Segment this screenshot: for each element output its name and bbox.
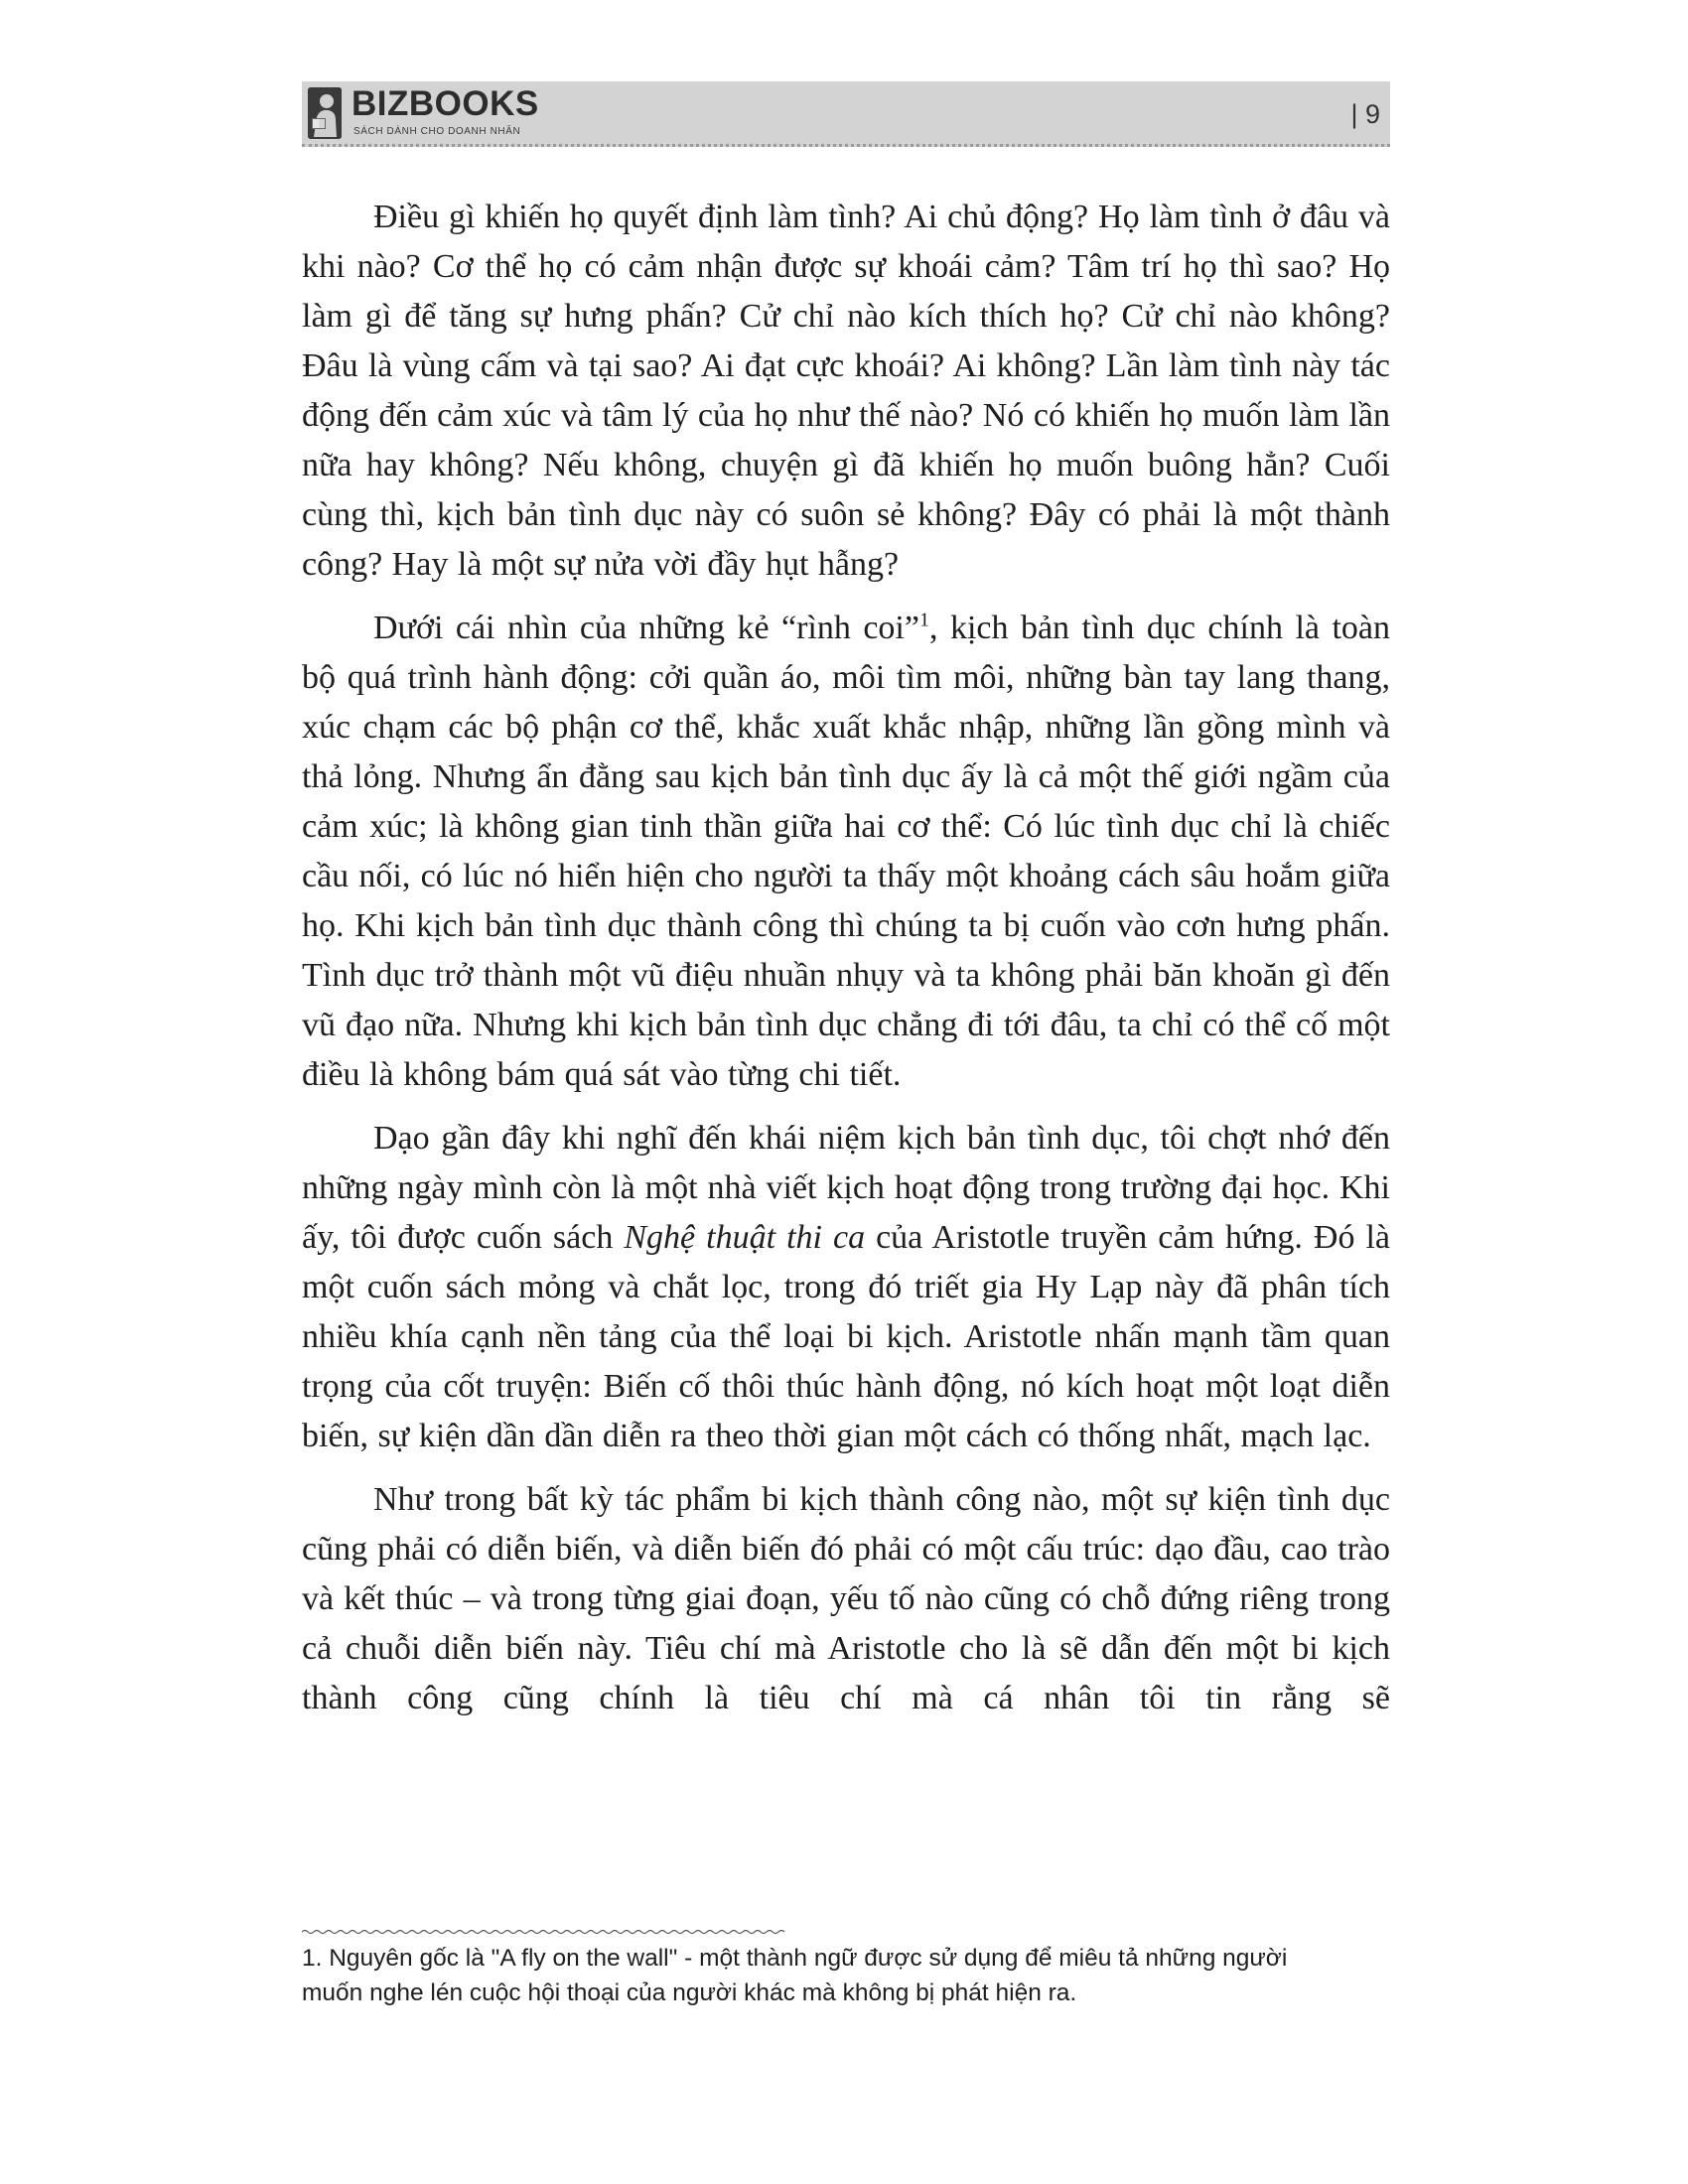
footnote-line-1: 1. Nguyên gốc là "A fly on the wall" - một thành ngữ được sử dụng để miêu tả những người [302,1945,1288,1972]
paragraph-1: Điều gì khiến họ quyết định làm tình? Ai chủ động? Họ làm tình ở đâu và khi nào? Cơ thể họ có cảm nhận được sự khoái cảm? Tâm trí họ thì sao? Họ làm gì để tăng sự hưng phấn? Cử chỉ nào kích thích họ? Cử chỉ nào không? Đâu là vùng cấm và tại sao? Ai đạt cực khoái? Ai không? Lần làm tình này tác động đến cảm xúc và tâm lý của họ như thế nào? Nó có khiến họ muốn làm lần nữa hay không? Nếu không, chuyện gì đã khiến họ muốn buông hẳn? Cuối cùng thì, kịch bản tình dục này có suôn sẻ không? Đây có phải là một thành công? Hay là một sự nửa vời đầy hụt hẫng? [302,199,1390,583]
paragraph-2-text-b: , kịch bản tình dục chính là toàn bộ quá trình hành động: cởi quần áo, môi tìm môi, những bàn tay lang thang, xúc chạm các bộ phận cơ thể, khắc xuất khắc nhập, những lần gồng mình và thả lỏng. Nhưng ẩn đằng sau kịch bản tình dục ấy là cả một thế giới ngầm của cảm xúc; là không gian tinh thần giữa hai cơ thể: Có lúc tình dục chỉ là chiếc cầu nối, có lúc nó hiển hiện cho người ta thấy một khoảng cách sâu hoắm giữa họ. Khi kịch bản tình dục thành công thì chúng ta bị cuốn vào cơn hưng phấn. Tình dục trở thành một vũ điệu nhuần nhụy và ta không phải băn khoăn gì đến vũ đạo nữa. Nhưng khi kịch bản tình dục chẳng đi tới đâu, ta chỉ có thể cố một điều là không bám quá sát vào từng chi tiết. [302,610,1390,1093]
page-number: | 9 [1350,99,1380,129]
paragraph-2-text-a: Dưới cái nhìn của những kẻ “rình coi” [373,610,919,646]
body-text [302,193,1390,1737]
paragraph-3-text-b: của Aristotle truyền cảm hứng. Đó là một cuốn sách mỏng và chắt lọc, trong đó triết gia Hy Lạp này đã phân tích nhiều khía cạnh nền tảng của thể loại bi kịch. Aristotle nhấn mạnh tầm quan trọng của cốt truyện: Biến cố thôi thúc hành động, nó kích hoạt một loạt diễn biến, sự kiện dần dần diễn ra theo thời gian một cách có thống nhất, mạch lạc. [302,1219,1390,1454]
footnote-ref: 1 [918,609,929,631]
brand-tagline: SÁCH DÀNH CHO DOANH NHÂN [353,126,521,137]
paragraph-2 [302,604,1390,1100]
reader-silhouette-icon [308,87,342,139]
paragraph-4: Như trong bất kỳ tác phẩm bi kịch thành công nào, một sự kiện tình dục cũng phải có diễn biến, và diễn biến đó phải có một cấu trúc: dạo đầu, cao trào và kết thúc – và trong từng giai đoạn, yếu tố nào cũng có chỗ đứng riêng trong cả chuỗi diễn biến này. Tiêu chí mà Aristotle cho là sẽ dẫn đến một bi kịch thành công cũng chính là tiêu chí mà cá nhân tôi tin rằng sẽ [302,1481,1390,1716]
footnote [302,1941,1394,2010]
book-title: Nghệ thuật thi ca [624,1219,866,1256]
paragraph-3-text-a: Dạo gần đây khi nghĩ đến khái niệm kịch bản tình dục, tôi chợt nhớ đến những ngày mình còn là một nhà viết kịch hoạt động trong trường đại học. Khi ấy, tôi được cuốn sách [302,1120,1390,1256]
paragraph-3 [302,1114,1390,1461]
page-header [302,81,1390,147]
brand-logo-text: BIZBOOKS [352,84,539,123]
footnote-divider [302,1928,788,1936]
footnote-line-2: muốn nghe lén cuộc hội thoại của người khác mà không bị phát hiện ra. [302,1979,1077,2006]
